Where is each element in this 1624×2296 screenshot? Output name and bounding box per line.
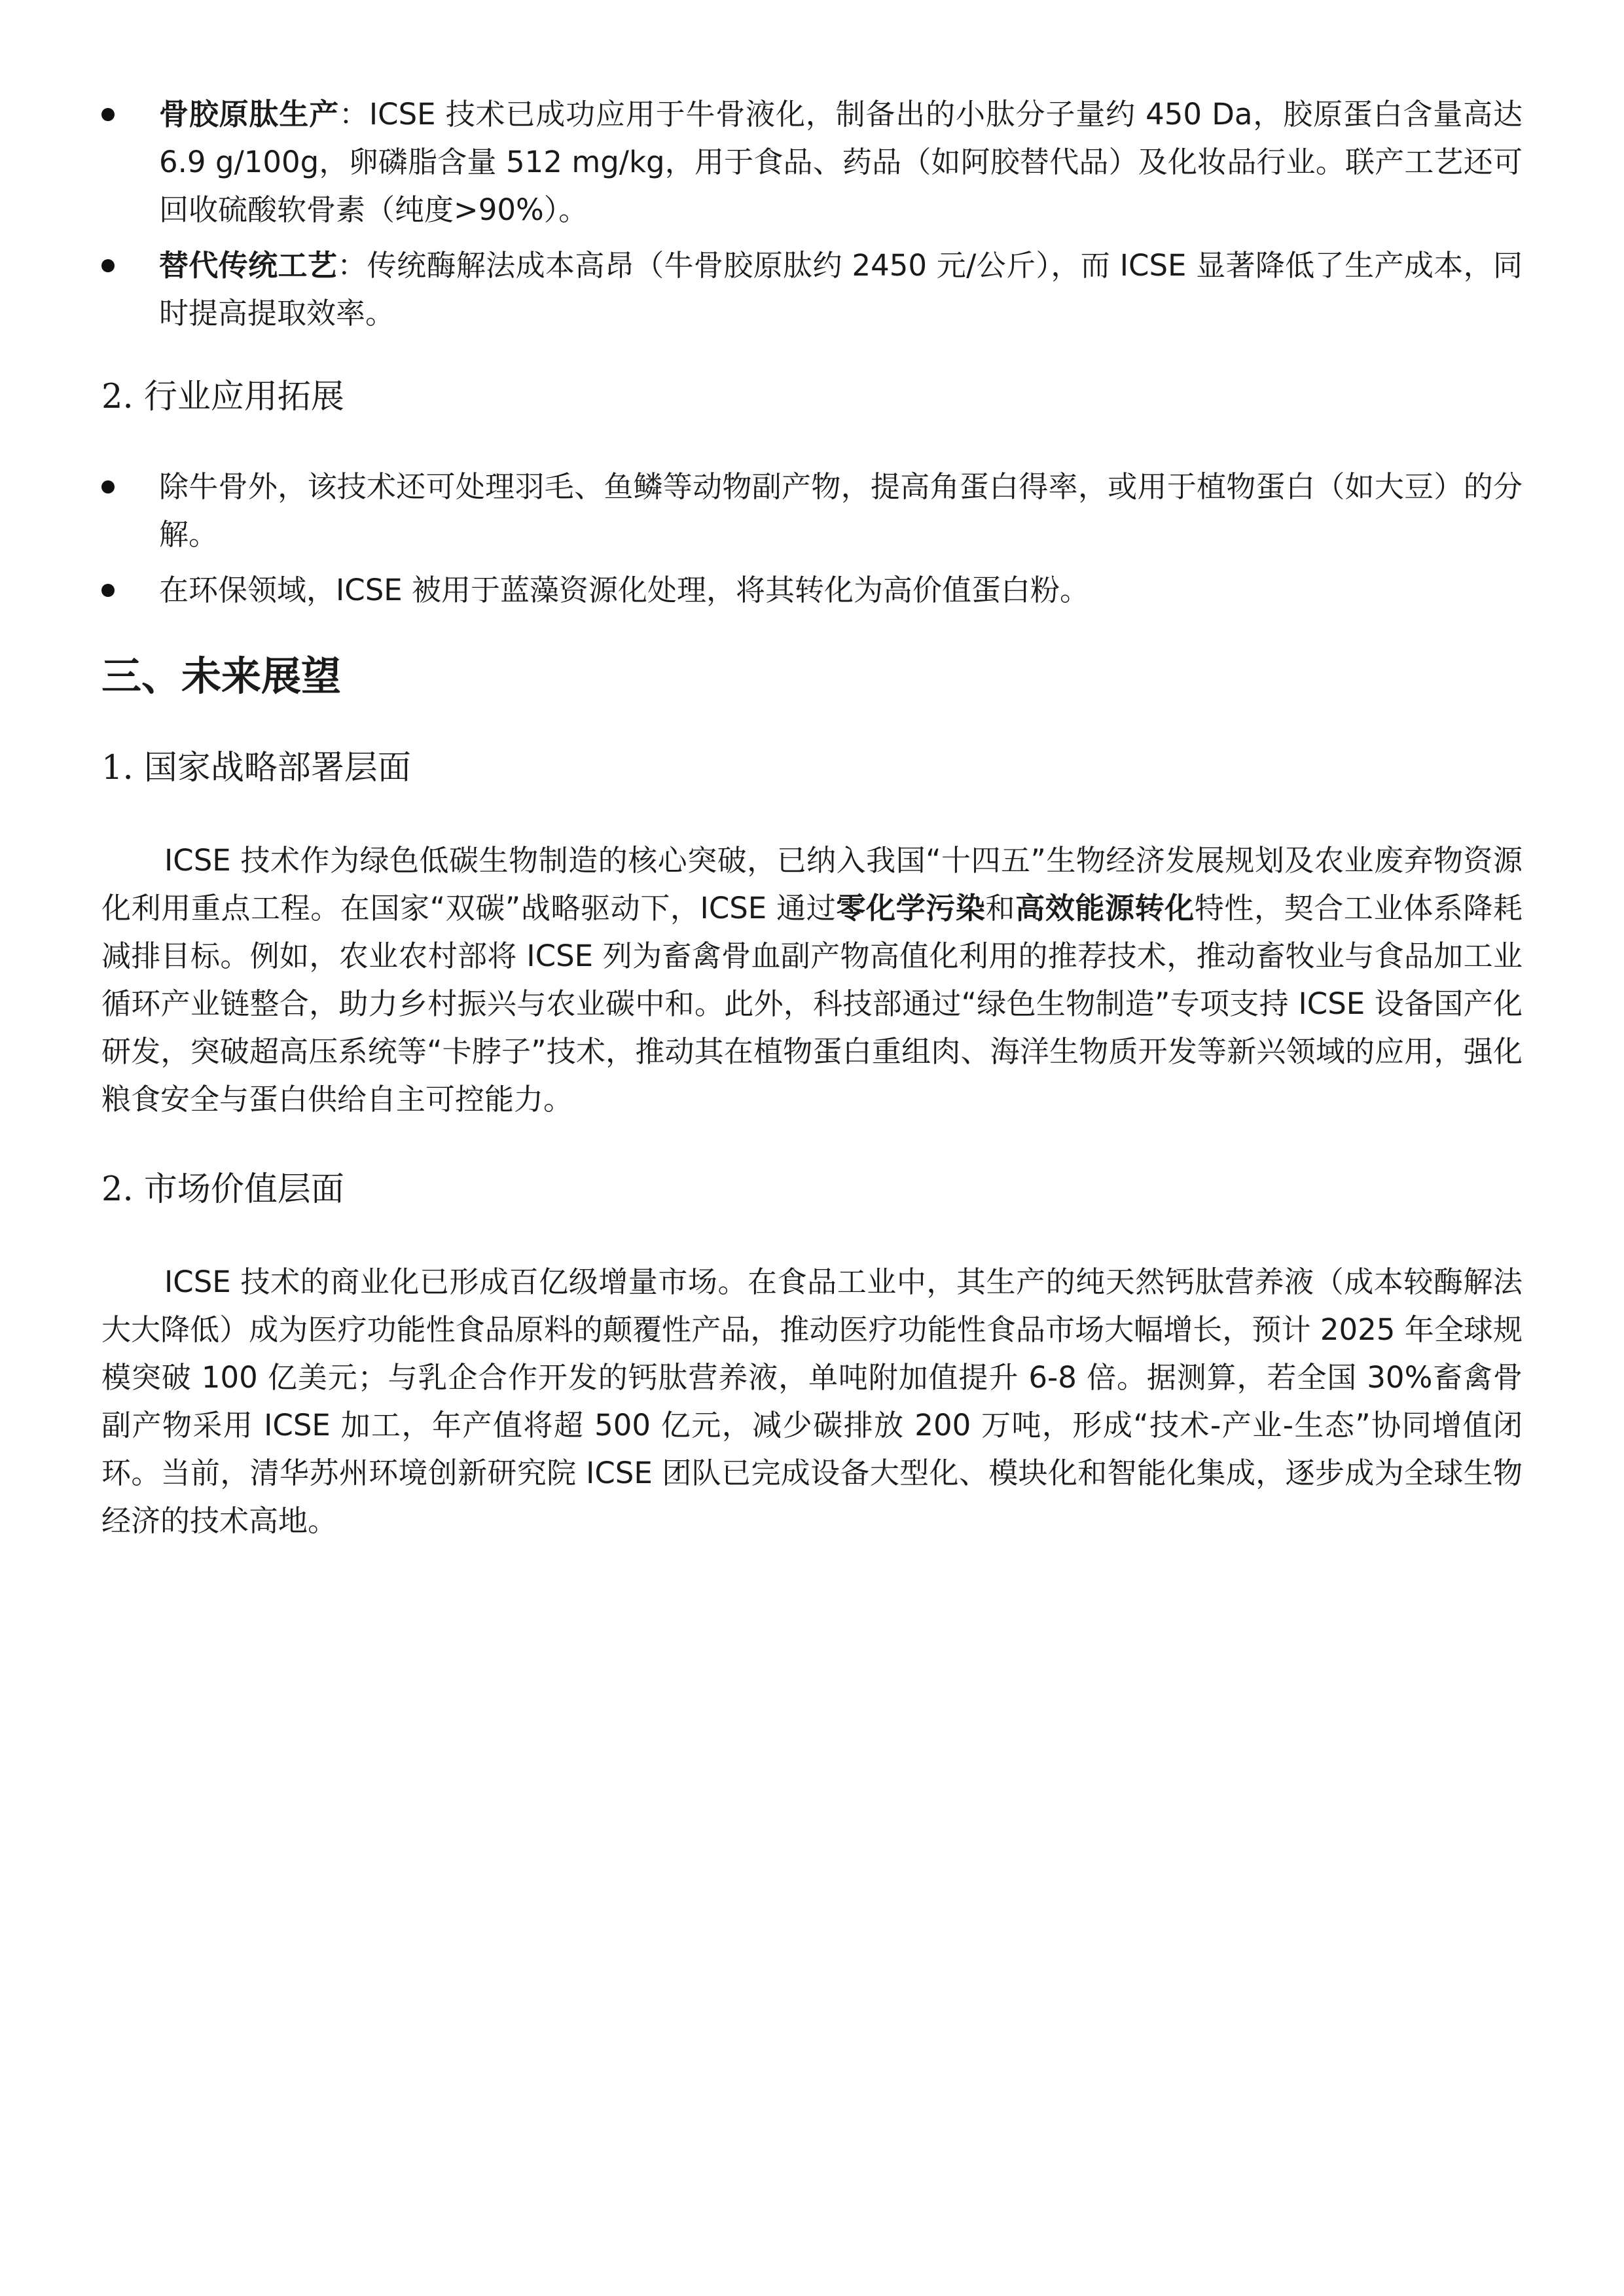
bullet-dot-icon: [101, 480, 115, 493]
subheading-national-strategy: 1. 国家战略部署层面: [101, 749, 411, 787]
subheading-industry-expansion: 2. 行业应用拓展: [101, 378, 344, 416]
paragraph-text: ICSE 技术作为绿色低碳生物制造的核心突破，已纳入我国“十四五”生物经济发展规划及农业废弃物资源化利用重点工程。在国家“双碳”战略驱动下，ICSE 通过: [101, 843, 1523, 925]
bullet-item-byproducts: [101, 463, 1523, 558]
bullet-dot-icon: [101, 584, 115, 597]
bullet-lead: 骨胶原肽生产: [159, 97, 340, 132]
bullet-lead: 替代传统工艺: [159, 248, 338, 283]
bullet-dot-icon: [101, 108, 115, 121]
bullet-item-collagen: [101, 90, 1523, 234]
paragraph-text: 特性，契合工业体系降耗减排目标。例如，农业农村部将 ICSE 列为畜禽骨血副产物高值化利用的推荐技术，推动畜牧业与食品加工业循环产业链整合，助力乡村振兴与农业碳中和。此外，科技部通过“绿色生物制造”专项支持 ICSE 设备国产化研发，突破超高压系统等“卡脖子”技术，推动其在植物蛋白重组肉、海洋生物质开发等新兴领域的应用，强化粮食安全与蛋白供给自主可控能力。: [101, 891, 1523, 1117]
emphasis-zero-pollution: 零化学污染: [836, 891, 986, 925]
bullet-item-replace-process: [101, 242, 1523, 337]
emphasis-energy-conversion: 高效能源转化: [1015, 891, 1195, 925]
application-bullet-list: [101, 90, 1523, 337]
bullet-dot-icon: [101, 259, 115, 272]
bullet-text: ：ICSE 技术已成功应用于牛骨液化，制备出的小肽分子量约 450 Da，胶原蛋白含量高达 6.9 g/100g，卵磷脂含量 512 mg/kg，用于食品、药品（如阿胶替代品）及化妆品行业。联产工艺还可回收硫酸软骨素（纯度>90%）。: [159, 97, 1523, 227]
bullet-text: 除牛骨外，该技术还可处理羽毛、鱼鳞等动物副产物，提高角蛋白得率，或用于植物蛋白（如大豆）的分解。: [159, 469, 1523, 552]
bullet-item-environment: [101, 566, 1523, 614]
paragraph-text: 和: [985, 891, 1016, 925]
section-heading-outlook: 三、未来展望: [101, 653, 342, 700]
subheading-market-value: 2. 市场价值层面: [101, 1170, 344, 1209]
paragraph-national-strategy: [101, 836, 1523, 1123]
paragraph-market-value: ICSE 技术的商业化已形成百亿级增量市场。在食品工业中，其生产的纯天然钙肽营养液（成本较酶解法大大降低）成为医疗功能性食品原料的颠覆性产品，推动医疗功能性食品市场大幅增长，预计 2025 年全球规模突破 100 亿美元；与乳企合作开发的钙肽营养液，单吨附加值提升 6-8 倍。据测算，若全国 30%畜禽骨副产物采用 ICSE 加工，年产值将超 500 亿元，减少碳排放 200 万吨，形成“技术-产业-生态”协同增值闭环。当前，清华苏州环境创新研究院 ICSE 团队已完成设备大型化、模块化和智能化集成，逐步成为全球生物经济的技术高地。: [101, 1265, 1523, 1538]
industry-bullet-list: [101, 463, 1523, 614]
bullet-text: ：传统酶解法成本高昂（牛骨胶原肽约 2450 元/公斤），而 ICSE 显著降低了生产成本，同时提高提取效率。: [159, 248, 1523, 331]
bullet-text: 在环保领域，ICSE 被用于蓝藻资源化处理，将其转化为高价值蛋白粉。: [159, 573, 1089, 607]
